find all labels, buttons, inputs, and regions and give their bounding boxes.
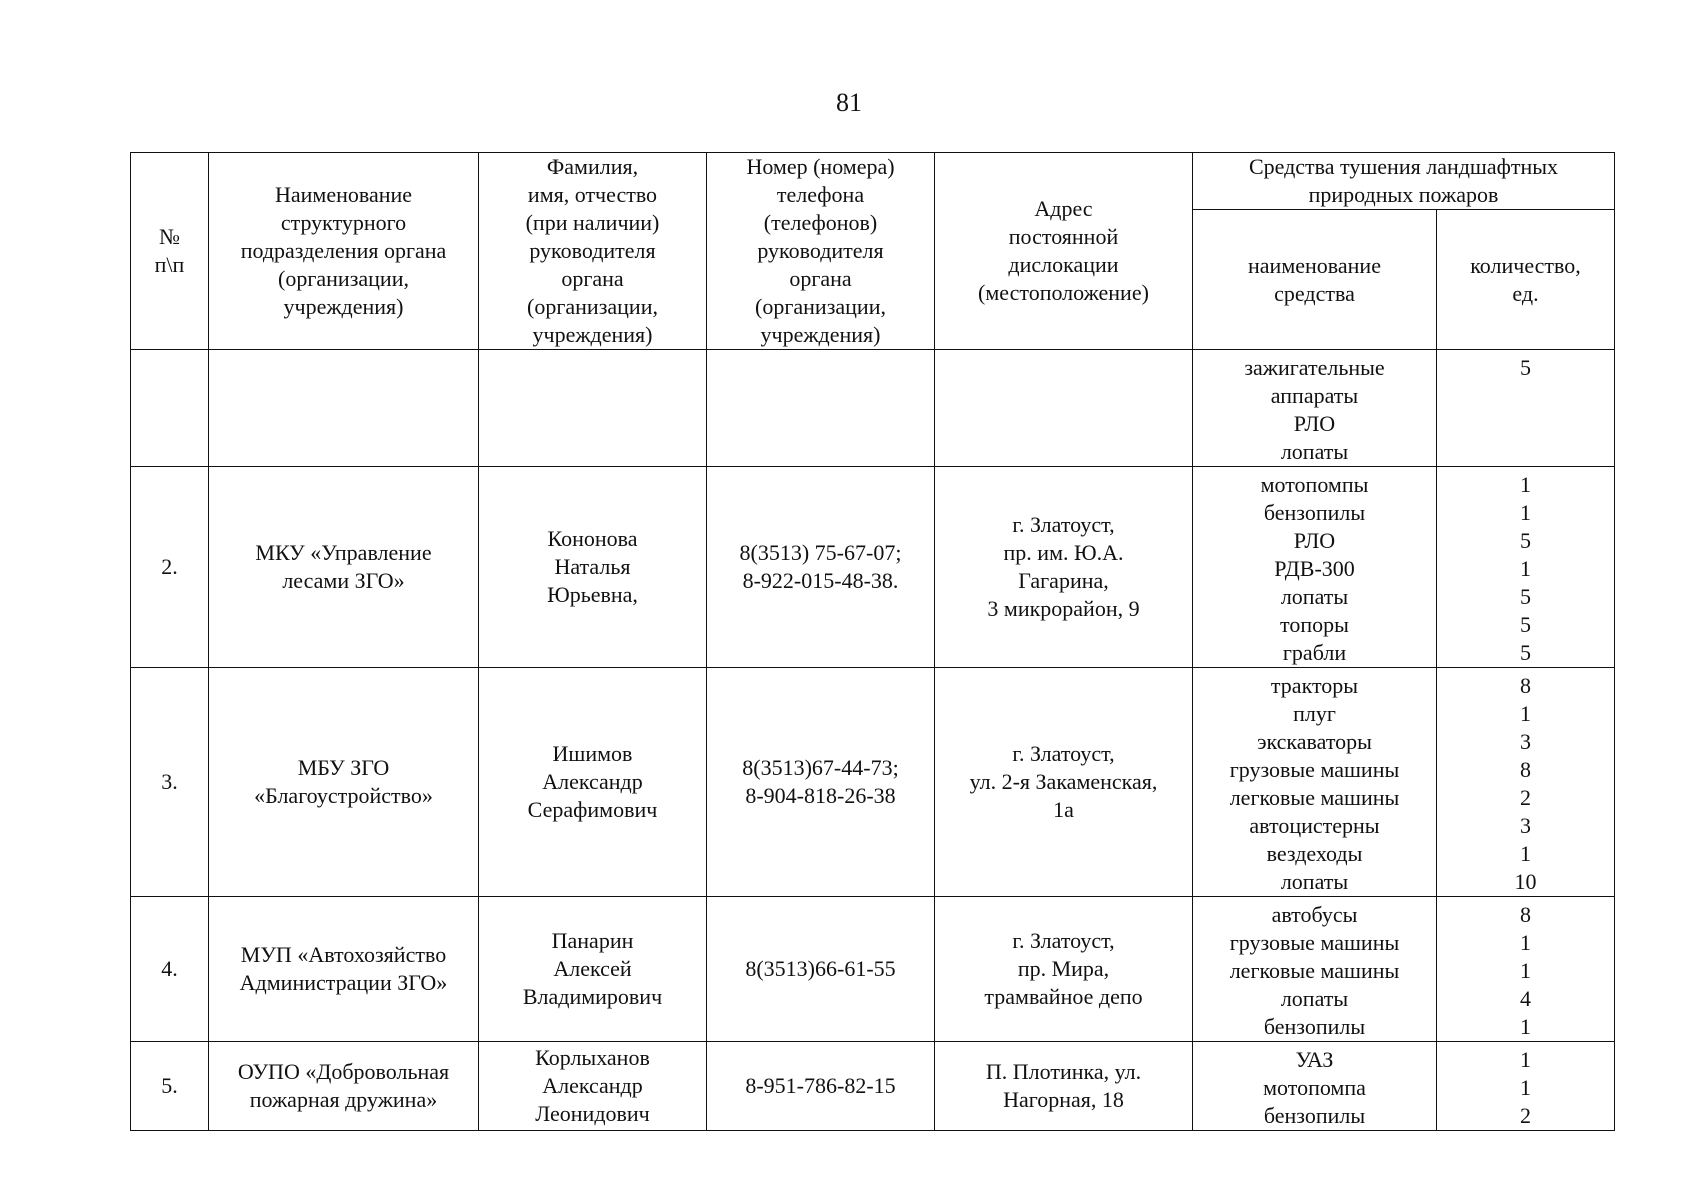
- text-line: легковые машины: [1229, 785, 1400, 810]
- table-row: [131, 668, 1615, 897]
- text-line: Наименование: [274, 182, 413, 207]
- text-line: Серафимович: [527, 797, 658, 822]
- header-org-name: [209, 153, 479, 350]
- text-line: 4.: [161, 956, 178, 981]
- text-line: средства: [1274, 280, 1355, 306]
- cell-phone: [707, 668, 935, 897]
- text-line: п\п: [154, 252, 185, 277]
- text-line: 8-904-818-26-38: [745, 783, 896, 808]
- text-line: постоянной: [1008, 224, 1119, 249]
- page-number: 81: [836, 88, 862, 117]
- cell-org-name: [209, 897, 479, 1042]
- text-line: 4: [1520, 986, 1531, 1011]
- text-line: Нагорная, 18: [1003, 1087, 1124, 1112]
- text-line: МУП «Автохозяйство: [240, 942, 447, 967]
- text-line: лопаты: [1280, 439, 1349, 464]
- text-line: Гагарина,: [1018, 568, 1109, 593]
- cell-address: [935, 1042, 1193, 1131]
- text-line: 1: [1520, 1075, 1531, 1100]
- cell-phone: [707, 350, 935, 467]
- cell-head-name: [479, 467, 707, 668]
- text-line: трамвайное депо: [984, 984, 1143, 1009]
- header-means-group: [1193, 153, 1615, 210]
- text-line: количество,: [1470, 252, 1581, 278]
- cell-means-qty: [1437, 1042, 1615, 1131]
- text-line: РЛО: [1293, 411, 1336, 436]
- text-line: дислокации: [1008, 252, 1119, 277]
- cell-means-qty: [1437, 350, 1615, 467]
- fire-means-table: [130, 152, 1615, 1131]
- table-row: [131, 467, 1615, 668]
- header-means-qty: [1437, 210, 1615, 350]
- text-line: 5.: [161, 1073, 178, 1098]
- text-line: 10: [1514, 869, 1537, 894]
- text-line: 1: [1520, 1014, 1531, 1039]
- text-line: 2: [1520, 785, 1531, 810]
- text-line: телефона: [776, 182, 865, 207]
- text-line: зажигательные: [1244, 355, 1385, 380]
- header-num: [131, 153, 209, 350]
- text-line: 3 микрорайон, 9: [987, 596, 1140, 621]
- text-line: бензопилы: [1263, 1014, 1366, 1039]
- text-line: подразделения органа: [240, 238, 447, 263]
- header-phone: [707, 153, 935, 350]
- cell-org-name: [209, 668, 479, 897]
- cell-head-name: [479, 350, 707, 467]
- text-line: г. Златоуст,: [1012, 512, 1115, 537]
- text-line: бензопилы: [1263, 1103, 1366, 1128]
- text-line: РДВ-300: [1274, 556, 1355, 581]
- text-line: учреждения): [760, 322, 881, 347]
- text-line: (организации,: [755, 294, 886, 319]
- text-line: 1: [1520, 472, 1531, 497]
- text-line: 3: [1520, 813, 1531, 838]
- text-line: лопаты: [1280, 986, 1349, 1011]
- text-line: тракторы: [1270, 673, 1359, 698]
- text-line: Администрации ЗГО»: [239, 970, 448, 995]
- text-line: П. Плотинка, ул.: [985, 1059, 1142, 1084]
- text-line: 8: [1520, 757, 1531, 782]
- cell-means-name: [1193, 467, 1437, 668]
- text-line: г. Златоуст,: [1012, 741, 1115, 766]
- text-line: МБУ ЗГО: [297, 755, 390, 780]
- text-line: лесами ЗГО»: [282, 568, 405, 593]
- text-line: 1: [1520, 701, 1531, 726]
- cell-head-name: [479, 1042, 707, 1131]
- text-line: Ишимов: [552, 741, 633, 766]
- cell-num: [131, 1042, 209, 1131]
- text-line: мотопомпы: [1260, 472, 1369, 497]
- text-line: 8(3513) 75-67-07;: [739, 540, 902, 565]
- cell-num: [131, 668, 209, 897]
- text-line: 1: [1520, 500, 1531, 525]
- text-line: топоры: [1280, 612, 1349, 637]
- table-body: [131, 350, 1615, 1131]
- text-line: 8-922-015-48-38.: [742, 568, 899, 593]
- cell-num: [131, 897, 209, 1042]
- text-line: №: [159, 224, 180, 249]
- text-line: 5: [1520, 355, 1531, 380]
- cell-means-name: [1193, 1042, 1437, 1131]
- cell-org-name: [209, 1042, 479, 1131]
- text-line: (местоположение): [978, 280, 1149, 305]
- text-line: мотопомпа: [1263, 1075, 1366, 1100]
- text-line: 8(3513)67-44-73;: [742, 755, 899, 780]
- cell-org-name: [209, 350, 479, 467]
- text-line: лопаты: [1280, 584, 1349, 609]
- text-line: грабли: [1282, 640, 1347, 665]
- cell-means-qty: [1437, 467, 1615, 668]
- table-row: [131, 897, 1615, 1042]
- text-line: 2: [1520, 1103, 1531, 1128]
- cell-num: [131, 467, 209, 668]
- table-row: [131, 350, 1615, 467]
- text-line: Адрес: [1034, 196, 1093, 221]
- text-line: 1: [1520, 930, 1531, 955]
- text-line: 8(3513)66-61-55: [745, 956, 896, 981]
- cell-org-name: [209, 467, 479, 668]
- text-line: 8: [1520, 902, 1531, 927]
- text-line: ул. 2-я Закаменская,: [969, 769, 1158, 794]
- text-line: 5: [1520, 584, 1531, 609]
- text-line: 8: [1520, 673, 1531, 698]
- cell-head-name: [479, 897, 707, 1042]
- text-line: легковые машины: [1229, 958, 1400, 983]
- text-line: Средства тушения ландшафтных: [1248, 154, 1559, 179]
- cell-phone: [707, 1042, 935, 1131]
- text-line: учреждения): [283, 294, 404, 319]
- text-line: Александр: [542, 1073, 643, 1098]
- text-line: 1: [1520, 1047, 1531, 1072]
- text-line: аппараты: [1270, 383, 1359, 408]
- text-line: (телефонов): [763, 210, 878, 235]
- text-line: 8-951-786-82-15: [745, 1073, 896, 1098]
- header-means-name: [1193, 210, 1437, 350]
- text-line: руководителя: [529, 238, 656, 263]
- cell-phone: [707, 897, 935, 1042]
- text-line: автобусы: [1271, 902, 1358, 927]
- text-line: ед.: [1512, 280, 1539, 306]
- text-line: наименование: [1248, 252, 1381, 278]
- cell-address: [935, 668, 1193, 897]
- text-line: Корлыханов: [535, 1045, 650, 1070]
- text-line: пожарная дружина»: [249, 1087, 438, 1112]
- text-line: Леонидович: [535, 1101, 650, 1126]
- header-address: [935, 153, 1193, 350]
- text-line: г. Златоуст,: [1012, 928, 1115, 953]
- text-line: 2.: [161, 554, 178, 579]
- text-line: лопаты: [1280, 869, 1349, 894]
- cell-head-name: [479, 668, 707, 897]
- text-line: автоцистерны: [1249, 813, 1380, 838]
- text-line: руководителя: [757, 238, 884, 263]
- text-line: Наталья: [554, 554, 631, 579]
- text-line: органа: [789, 266, 852, 291]
- cell-means-name: [1193, 668, 1437, 897]
- text-line: имя, отчество: [527, 182, 658, 207]
- text-line: 5: [1520, 612, 1531, 637]
- text-line: 5: [1520, 640, 1531, 665]
- text-line: 1: [1520, 841, 1531, 866]
- text-line: 3: [1520, 729, 1531, 754]
- text-line: Фамилия,: [546, 154, 639, 179]
- text-line: бензопилы: [1263, 500, 1366, 525]
- text-line: пр. им. Ю.А.: [1003, 540, 1124, 565]
- text-line: Номер (номера): [746, 154, 895, 179]
- text-line: 1а: [1053, 797, 1074, 822]
- text-line: РЛО: [1293, 528, 1336, 553]
- text-line: органа: [561, 266, 624, 291]
- text-line: плуг: [1293, 701, 1336, 726]
- text-line: (при наличии): [525, 210, 660, 235]
- cell-num: [131, 350, 209, 467]
- text-line: Кононова: [547, 526, 638, 551]
- text-line: природных пожаров: [1308, 182, 1499, 207]
- text-line: Юрьевна,: [547, 582, 638, 607]
- cell-phone: [707, 467, 935, 668]
- cell-address: [935, 350, 1193, 467]
- text-line: вездеходы: [1266, 841, 1363, 866]
- text-line: Владимирович: [522, 984, 663, 1009]
- text-line: 5: [1520, 528, 1531, 553]
- cell-address: [935, 467, 1193, 668]
- cell-means-name: [1193, 350, 1437, 467]
- text-line: Александр: [542, 769, 643, 794]
- table-row: [131, 1042, 1615, 1131]
- text-line: (организации,: [527, 294, 658, 319]
- cell-means-name: [1193, 897, 1437, 1042]
- header-head-name: [479, 153, 707, 350]
- text-line: 1: [1520, 556, 1531, 581]
- text-line: «Благоустройство»: [254, 783, 433, 808]
- text-line: Алексей: [553, 956, 632, 981]
- text-line: Панарин: [551, 928, 634, 953]
- cell-address: [935, 897, 1193, 1042]
- text-line: УАЗ: [1295, 1047, 1334, 1072]
- text-line: (организации,: [278, 266, 409, 291]
- text-line: учреждения): [532, 322, 653, 347]
- text-line: грузовые машины: [1229, 930, 1400, 955]
- text-line: МКУ «Управление: [255, 540, 432, 565]
- cell-means-qty: [1437, 668, 1615, 897]
- text-line: 1: [1520, 958, 1531, 983]
- text-line: структурного: [280, 210, 407, 235]
- text-line: ОУПО «Добровольная: [237, 1059, 450, 1084]
- text-line: пр. Мира,: [1017, 956, 1110, 981]
- cell-means-qty: [1437, 897, 1615, 1042]
- text-line: 3.: [161, 769, 178, 794]
- text-line: экскаваторы: [1257, 729, 1372, 754]
- text-line: грузовые машины: [1229, 757, 1400, 782]
